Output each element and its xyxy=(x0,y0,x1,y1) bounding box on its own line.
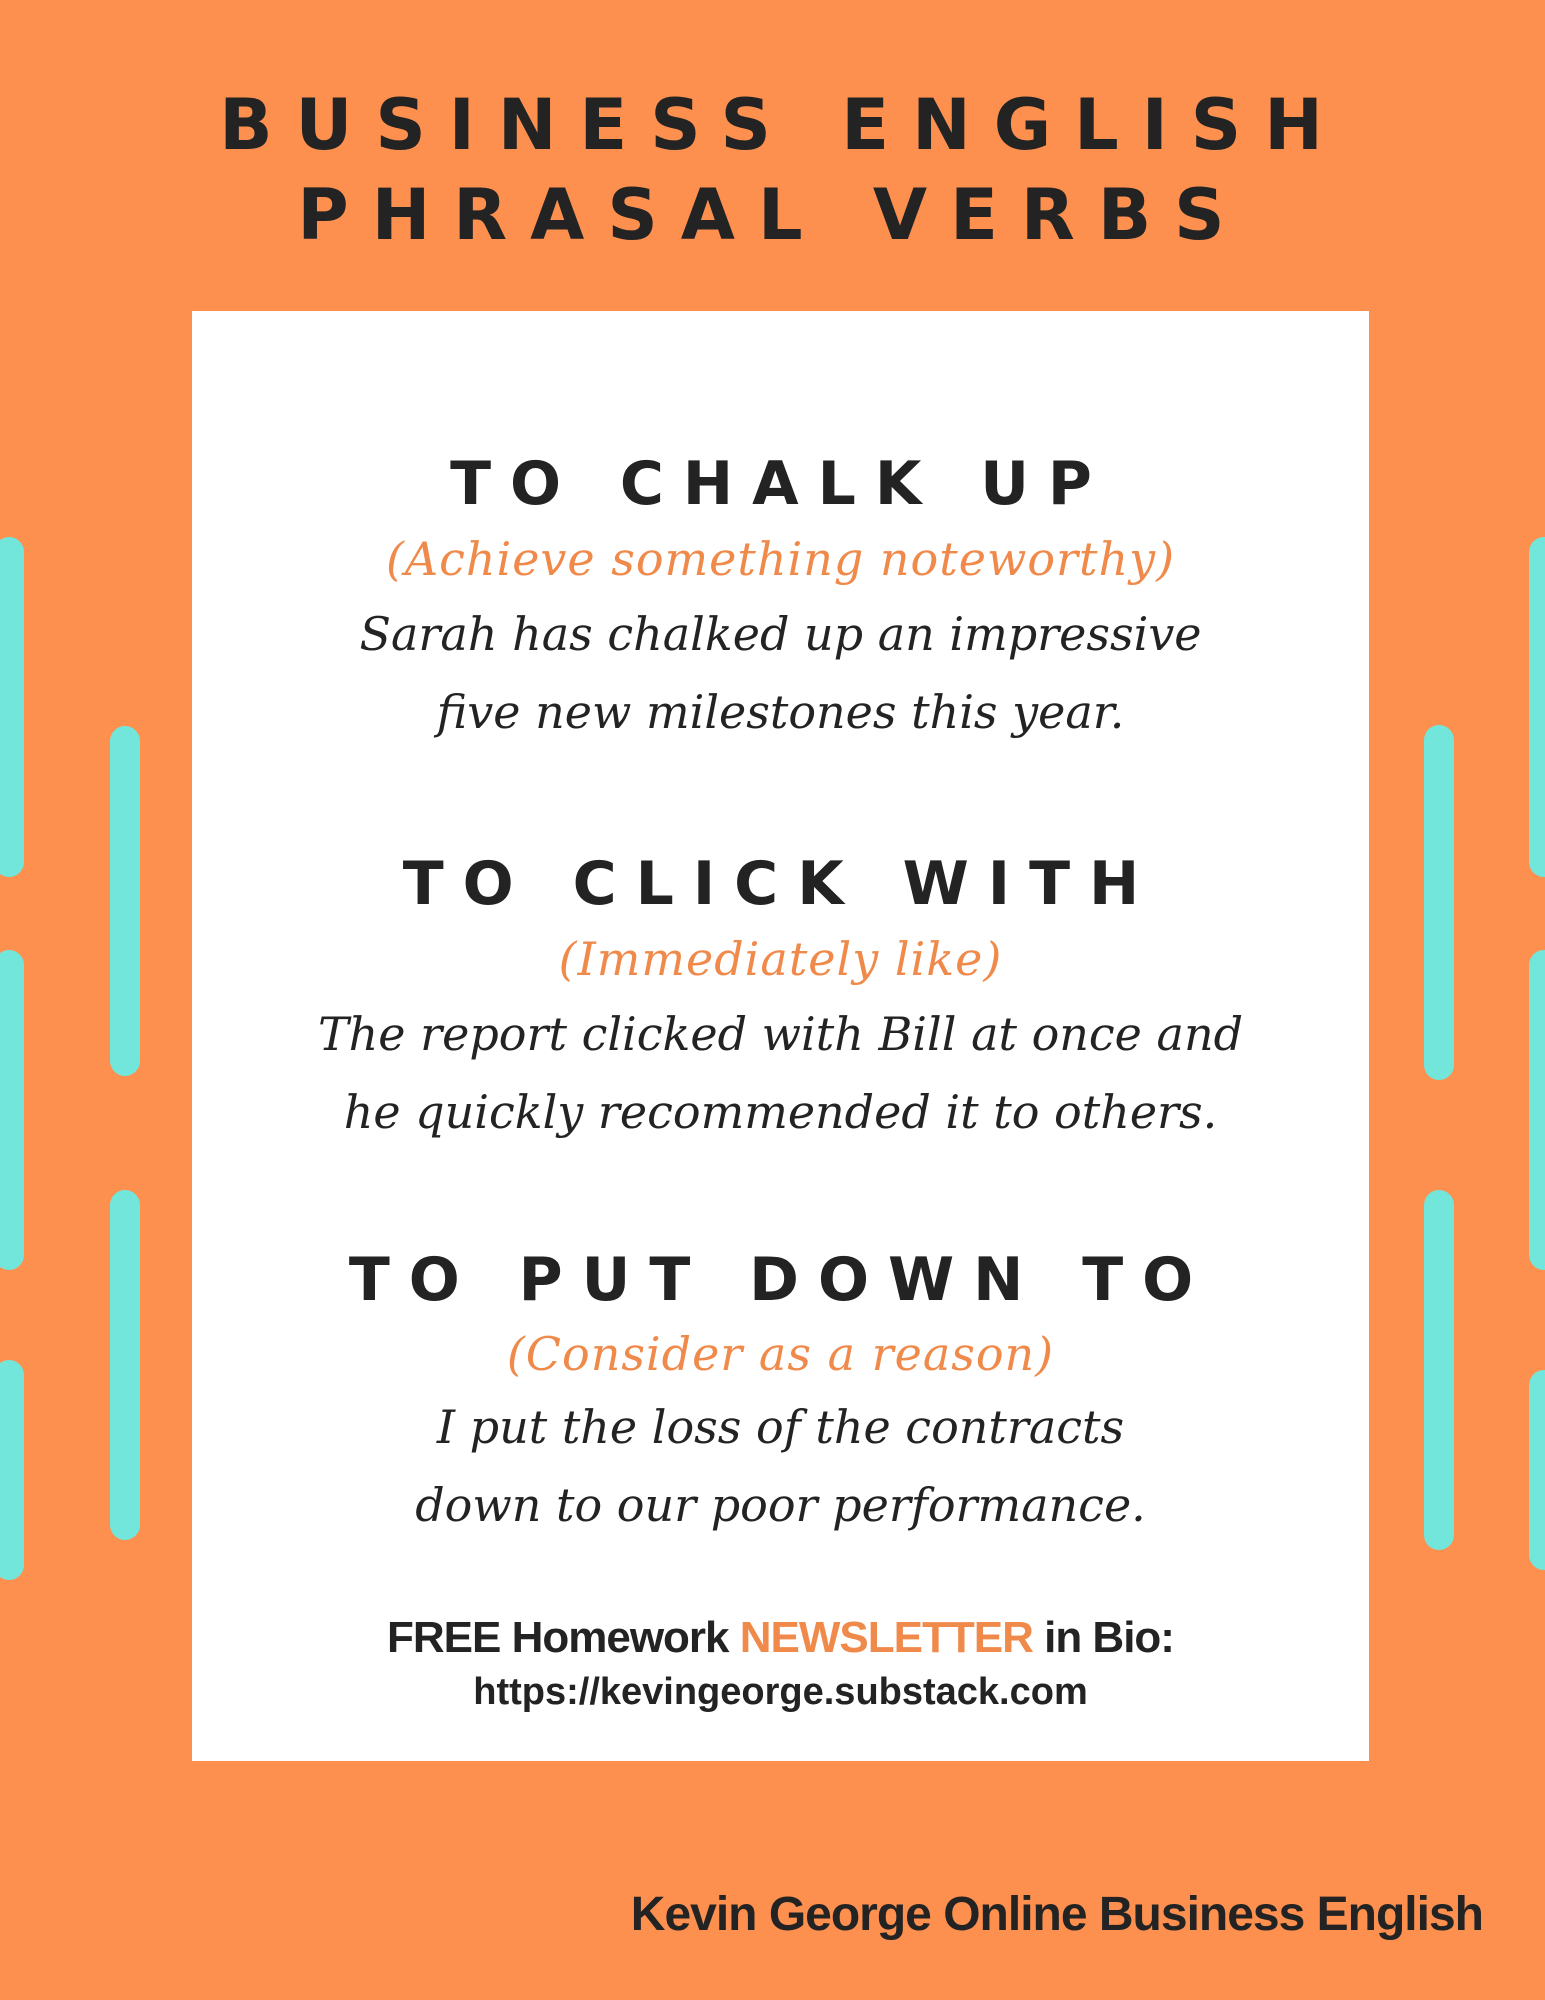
decorative-dash-right-2 xyxy=(1529,537,1545,877)
decorative-dash-left-1 xyxy=(0,537,24,877)
example-line: he quickly recommended it to others. xyxy=(343,1085,1218,1139)
phrase-example-chalk-up xyxy=(192,595,1369,751)
example-line: down to our poor performance. xyxy=(415,1478,1146,1532)
footer-brand: Kevin George Online Business English xyxy=(630,1888,1483,1941)
page-title-line-1: BUSINESS ENGLISH xyxy=(219,84,1346,166)
phrase-heading-chalk-up: TO CHALK UP xyxy=(450,449,1111,519)
decorative-dash-left-5 xyxy=(0,1360,24,1580)
phrase-example-click-with xyxy=(192,995,1369,1151)
phrase-heading-click-with: TO CLICK WITH xyxy=(402,849,1159,919)
phrase-definition-click-with: (Immediately like) xyxy=(558,932,1003,986)
example-line: Sarah has chalked up an impressive xyxy=(359,607,1202,661)
decorative-dash-right-4 xyxy=(1529,950,1545,1270)
decorative-dash-right-5 xyxy=(1529,1370,1545,1570)
promo-prefix: FREE Homework xyxy=(387,1613,740,1662)
phrase-example-put-down-to xyxy=(192,1388,1369,1544)
decorative-dash-right-1 xyxy=(1424,725,1454,1080)
page-title-line-2: PHRASAL VERBS xyxy=(297,174,1248,256)
decorative-dash-right-3 xyxy=(1424,1190,1454,1550)
promo-suffix: in Bio: xyxy=(1032,1613,1174,1662)
newsletter-url[interactable]: https://kevingeorge.substack.com xyxy=(473,1671,1088,1713)
phrase-definition-put-down-to: (Consider as a reason) xyxy=(506,1327,1055,1381)
example-line: I put the loss of the contracts xyxy=(436,1400,1125,1454)
example-line: The report clicked with Bill at once and xyxy=(317,1007,1244,1061)
content-card xyxy=(192,311,1369,1761)
newsletter-promo xyxy=(192,1613,1369,1663)
decorative-dash-left-3 xyxy=(0,950,24,1270)
example-line: five new milestones this year. xyxy=(436,685,1125,739)
phrase-heading-put-down-to: TO PUT DOWN TO xyxy=(348,1245,1213,1315)
decorative-dash-left-4 xyxy=(110,1190,140,1540)
phrase-definition-chalk-up: (Achieve something noteworthy) xyxy=(385,532,1176,586)
decorative-dash-left-2 xyxy=(110,726,140,1076)
newsletter-highlight: NEWSLETTER xyxy=(739,1613,1033,1662)
